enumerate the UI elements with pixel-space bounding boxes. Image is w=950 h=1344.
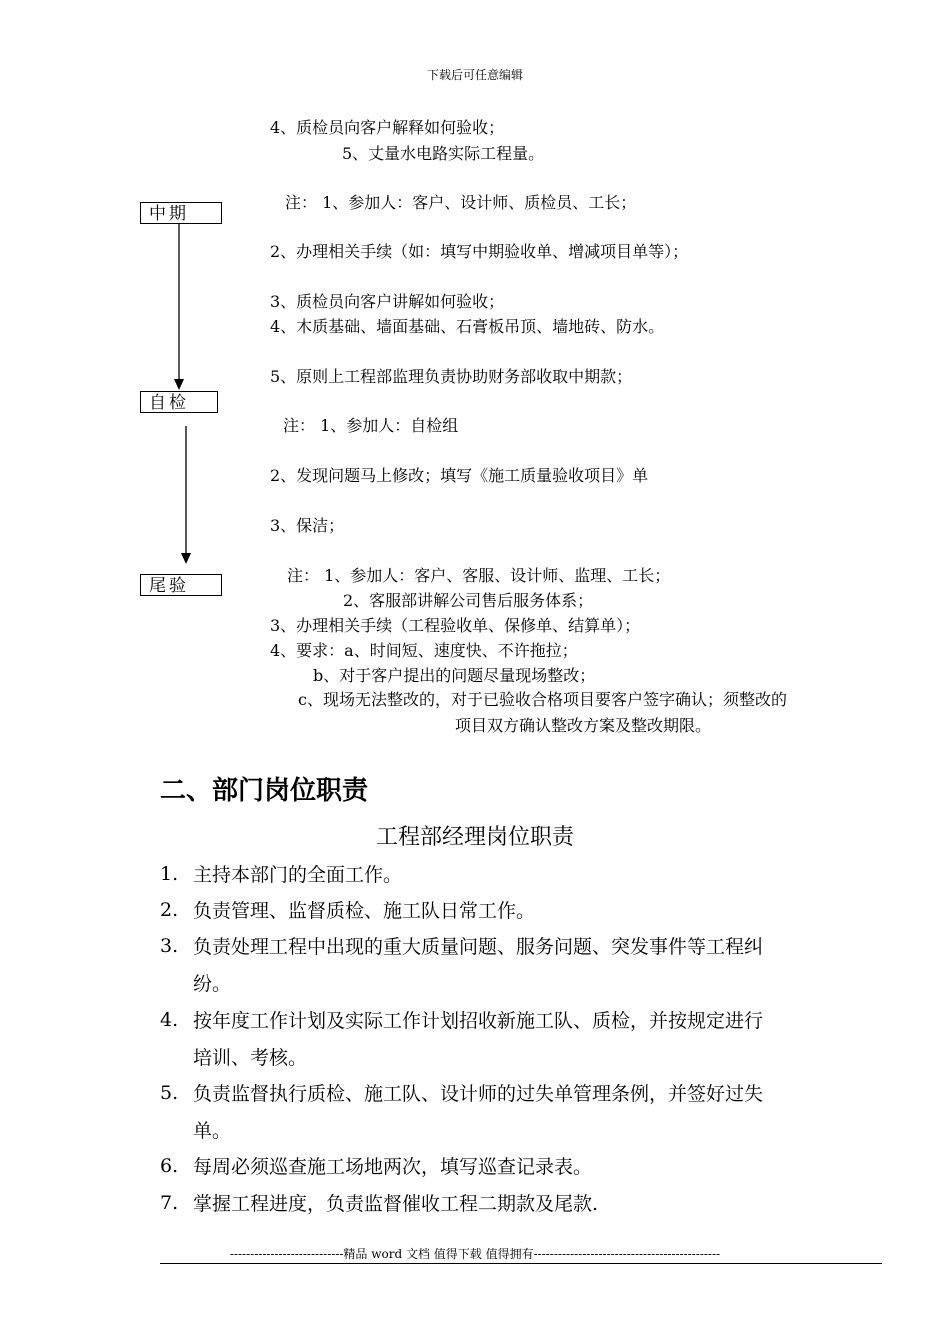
duty-number: 1. [160,863,179,885]
duty-text: 主持本部门的全面工作。 [193,864,403,886]
text-line: 5、丈量水电路实际工程量。 [342,144,545,163]
text-line: 5、原则上工程部监理负责协助财务部收取中期款； [270,367,633,386]
text-line: c、现场无法整改的，对于已验收合格项目要客户签字确认；须整改的 [298,690,787,709]
flow-box-label: 中期 [149,204,189,224]
duty-number: 2. [160,899,179,921]
flow-arrow-down [170,224,190,392]
text-line: 2、客服部讲解公司售后服务体系； [343,591,594,610]
duty-text: 掌握工程进度，负责监督催收工程二期款及尾款. [193,1193,599,1215]
duty-text: 每周必须巡查施工场地两次，填写巡查记录表。 [193,1156,593,1178]
text-line: 3、质检员向客户讲解如何验收； [270,292,505,311]
note-line: 注： 1、参加人：客户、设计师、质检员、工长； [285,193,637,212]
duty-number: 5. [160,1082,179,1104]
subtitle: 工程部经理岗位职责 [375,825,574,850]
footer-divider [160,1263,882,1264]
flow-box-self [140,391,218,413]
page-header: 下载后可任意编辑 [426,68,523,82]
duty-text: 负责管理、监督质检、施工队日常工作。 [193,900,536,922]
flow-arrow-down [177,426,197,566]
text-line: 4、质检员向客户解释如何验收； [270,118,505,137]
duty-text: 单。 [193,1120,232,1142]
text-line: 3、办理相关手续（工程验收单、保修单、结算单）； [270,616,641,635]
text-line: 2、办理相关手续（如：填写中期验收单、增减项目单等）； [270,242,689,261]
duty-number: 6. [160,1155,179,1177]
duty-number: 3. [160,935,179,957]
duty-number: 7. [160,1192,179,1214]
section-title: 二、部门岗位职责 [160,776,369,806]
note-line: 注： 1、参加人：客户、客服、设计师、监理、工长； [287,566,671,585]
text-line: 4、要求：a、时间短、速度快、不许拖拉； [270,641,578,660]
duty-text: 按年度工作计划及实际工作计划招收新施工队、质检，并按规定进行 [193,1010,764,1032]
flow-box-final [140,574,222,596]
duty-text: 负责监督执行质检、施工队、设计师的过失单管理条例，并签好过失 [193,1083,764,1105]
text-line: 4、木质基础、墙面基础、石膏板吊顶、墙地砖、防水。 [270,317,665,336]
note-line: 注： 1、参加人：自检组 [283,416,459,435]
flow-box-label: 尾验 [149,576,189,596]
text-line: 项目双方确认整改方案及整改期限。 [455,716,712,735]
duty-number: 4. [160,1009,179,1031]
page-footer: ----------------------------精品 word 文档 值得下载 值得拥有---------------------------------------------- [229,1247,721,1261]
text-line: b、对于客户提出的问题尽量现场整改； [313,666,596,685]
flow-box-mid [140,202,222,224]
flow-box-label: 自检 [149,393,189,413]
text-line: 3、保洁； [270,516,345,535]
text-line: 2、发现问题马上修改；填写《施工质量验收项目》单 [270,466,649,485]
duty-text: 纷。 [193,973,232,995]
duty-text: 培训、考核。 [193,1047,308,1069]
duty-text: 负责处理工程中出现的重大质量问题、服务问题、突发事件等工程纠 [193,936,764,958]
